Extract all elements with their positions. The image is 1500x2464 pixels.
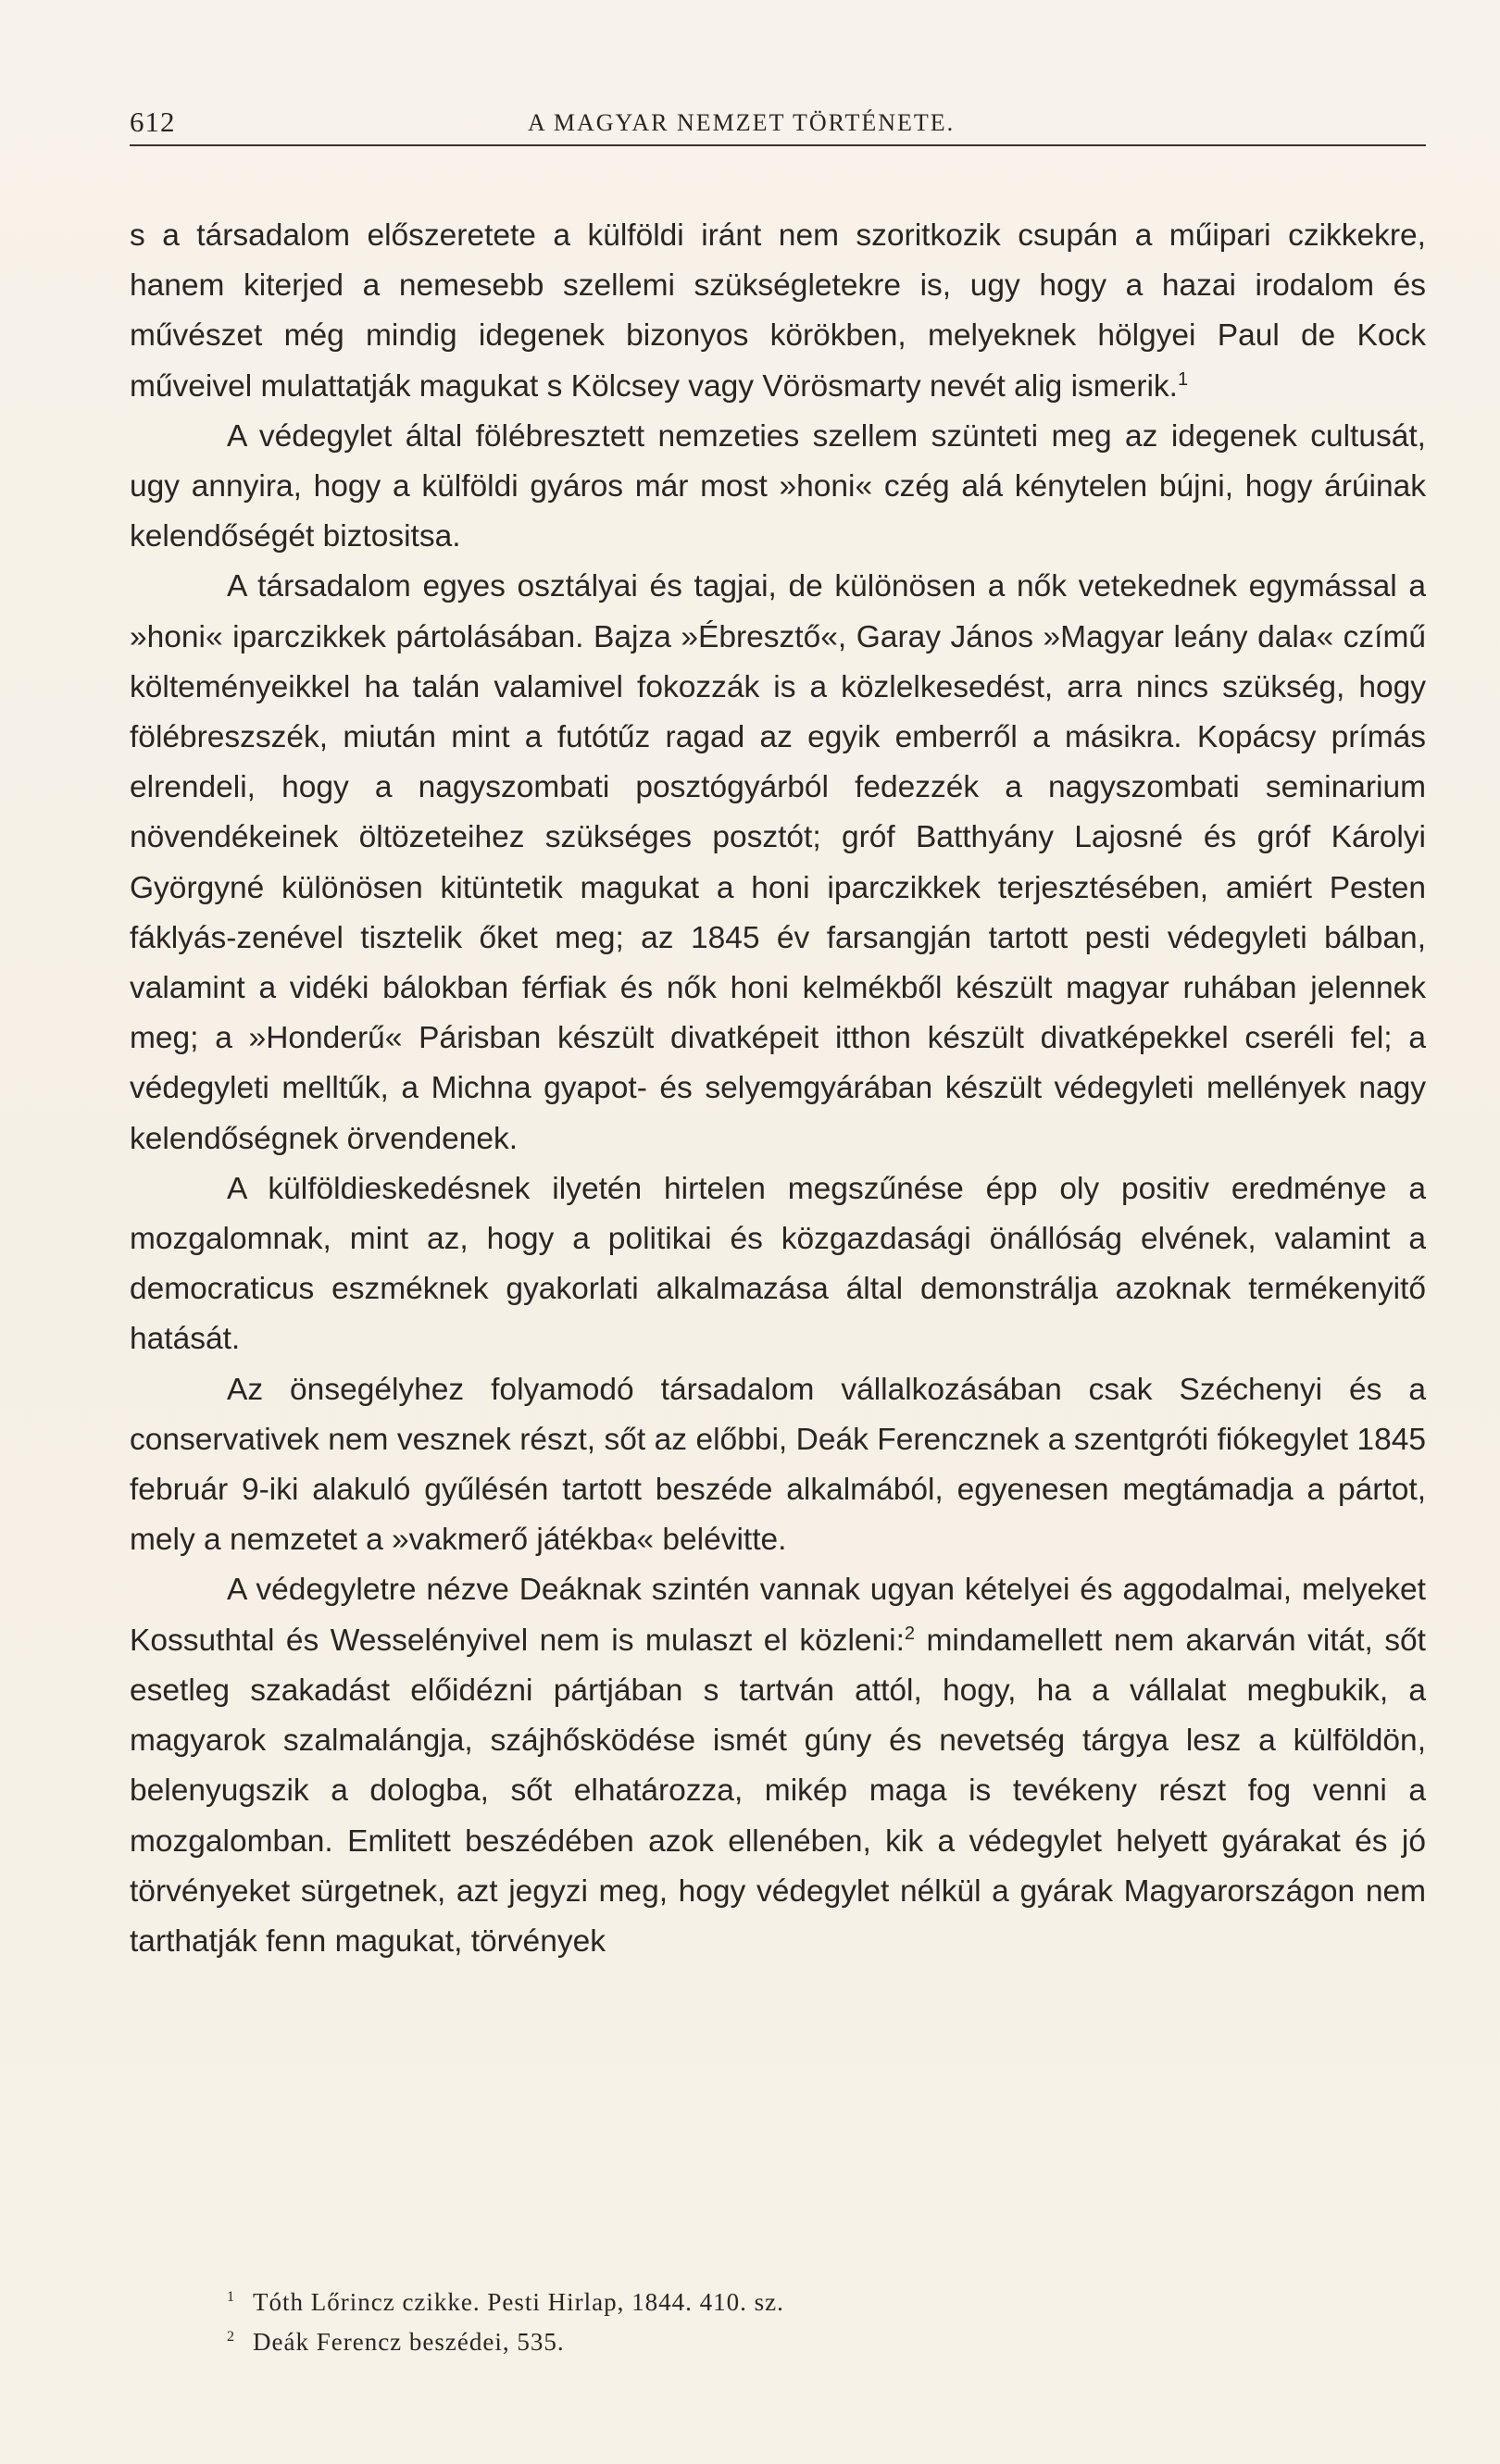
paragraph-1-text: s a társadalom előszeretete a külföldi iránt nem szoritkozik csupán a műipari czikkekre, hanem kiterjed a nemesebb szellemi szükségletekre is, ugy hogy a hazai irodalom és művészet még mindig idegenek bizonyos körökben, melyeknek hölgyei Paul de Kock műveivel mulattatják magukat s Kölcsey vagy Vörösmarty nevét alig ismerik. [130,218,1426,404]
running-title: A MAGYAR NEMZET TÖRTÉNETE. [528,109,956,136]
footnote-2: 2 Deák Ferencz beszédei, 535. [227,2328,565,2356]
footnote-1-text: Tóth Lőrincz czikke. Pesti Hirlap, 1844. 410. sz. [253,2288,784,2316]
footnote-marker-1: 1 [1177,368,1189,390]
body-text [130,211,1426,1967]
footnotes [227,2283,1338,2362]
paragraph-6-continuation: mindamellett nem akarván vitát, sőt esetleg szakadást előidézni pártjában s tartván attól, hogy, ha a vállalat megbukik, a magyarok szalmalángja, szájhősködése ismét gúny és nevetség tárgya lesz a külföldön, belenyugszik a dologba, sőt elhatározza, mikép maga is tevékeny részt fog venni a mozgalomban. Emlitett beszédében azok ellenében, kik a védegylet helyett gyárakat és jó törvényeket sürgetnek, azt jegyzi meg, hogy védegylet nélkül a gyárak Magyarországon nem tarthatják fenn magukat, törvények [130,1623,1426,1959]
paragraph-2: A védegylet által fölébresztett nemzeties szellem szünteti meg az idegenek cultusát, ugy annyira, hogy a külföldi gyáros már most »honi« czég alá kénytelen bújni, hogy árúinak kelendőségét biztositsa. [130,418,1426,554]
paragraph-4: A külföldieskedésnek ilyetén hirtelen megszűnése épp oly positiv eredménye a mozgalomnak, mint az, hogy a politikai és közgazdasági önállóság elvének, valamint a democraticus eszméknek gyakorlati alkalmazása által demonstrálja azoknak termékenyitő hatását. [130,1171,1426,1357]
paragraph-5: Az önsegélyhez folyamodó társadalom vállalkozásában csak Széchenyi és a conservativek nem vesznek részt, sőt az előbbi, Deák Ferencznek a szentgróti fiókegylet 1845 február 9-iki alakuló gyűlésén tartott beszéde alkalmából, egyenesen megtámadja a pártot, mely a nemzetet a »vakmerő játékba« belévitte. [130,1372,1426,1558]
footnote-marker-2: 2 [904,1623,916,1644]
paragraph-3: A társadalom egyes osztályai és tagjai, de különösen a nők vetekednek egymással a »honi« iparczikkek pártolásában. Bajza »Ébresztő«, Garay János »Magyar leány dala« czímű költeményeikkel ha talán valamivel fokozzák is a közlelkesedést, arra nincs szükség, hogy fölébreszszék, miután mint a futótűz ragad az egyik emberről a másikra. Kopácsy prímás elrendeli, hogy a nagyszombati posztógyárból fedezzék a nagyszombati seminarium növendékeinek öltözeteihez szükséges posztót; gróf Batthyány Lajosné és gróf Károlyi Györgyné különösen kitüntetik magukat a honi iparczikkek terjesztésében, amiért Pesten fáklyás-zenével tisztelik őket meg; az 1845 év farsangján tartott pesti védegyleti bálban, valamint a vidéki bálokban férfiak és nők honi kelmékből készült magyar ruhában jelennek meg; a »Honderű« Párisban készült divatképeit itthon készült divatképekkel cseréli fel; a védegyleti melltűk, a Michna gyapot- és selyemgyárában készült védegyleti mellények nagy kelendőségnek örvendenek. [130,569,1426,1156]
page-header [130,100,1426,146]
paragraph-1 [130,211,1426,412]
page-number: 612 [130,106,176,138]
footnote-2-text: Deák Ferencz beszédei, 535. [253,2328,565,2356]
footnote-1: 1 Tóth Lőrincz czikke. Pesti Hirlap, 1844. 410. sz. [227,2288,784,2316]
paragraph-6 [130,1565,1426,1967]
paragraph-6-text: A védegyletre nézve Deáknak szintén vannak ugyan kételyei és aggodalmai, melyeket Kossuthtal és Wesselényivel nem is mulaszt el közleni: [130,1573,1426,1658]
